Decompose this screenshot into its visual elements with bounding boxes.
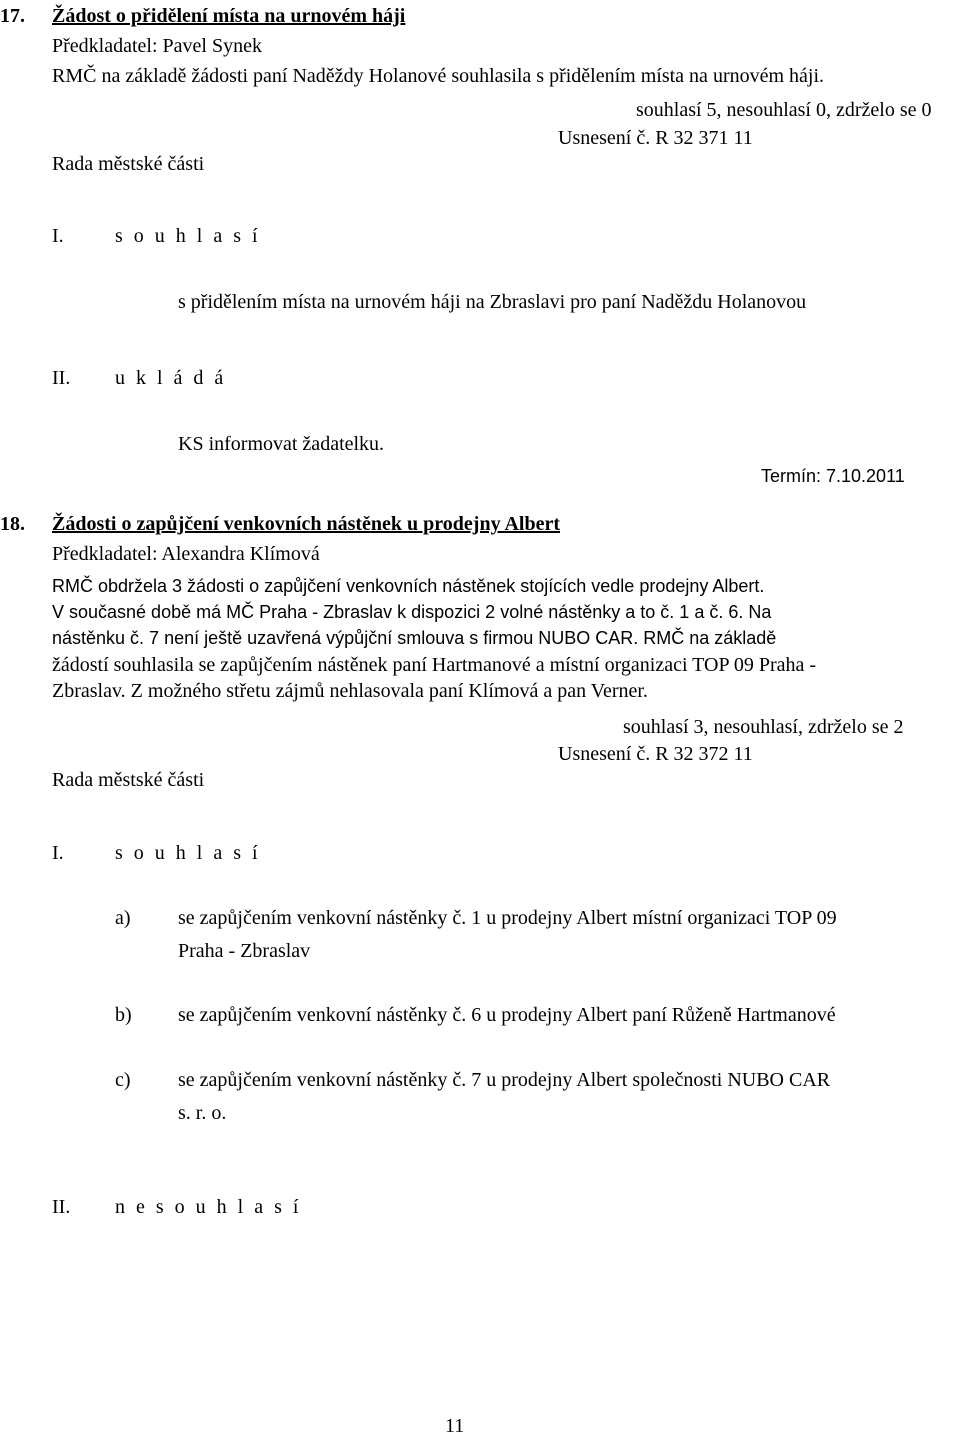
item-17-section-1-text: s přidělením místa na urnovém háji na Zbraslavi pro paní Naděždu Holanovou <box>178 291 807 313</box>
item-17-section-2-numeral: II. <box>52 367 71 389</box>
item-18-submitter: Předkladatel: Alexandra Klímová <box>52 543 320 565</box>
item-18-section-2-verb: n e s o u h l a s í <box>115 1196 302 1218</box>
item-18-description-line: žádostí souhlasila se zapůjčením nástěnek paní Hartmanové a místní organizaci TOP 09 Praha - <box>52 654 817 676</box>
item-17-vote: souhlasí 5, nesouhlasí 0, zdrželo se 0 <box>636 99 932 121</box>
item-18-section-1-verb: s o u h l a s í <box>115 842 261 864</box>
item-18-description-line: Zbraslav. Z možného střetu zájmů nehlasovala paní Klímová a pan Verner. <box>52 680 648 702</box>
item-17-number: 17. <box>0 5 25 27</box>
item-17-submitter: Předkladatel: Pavel Synek <box>52 35 262 57</box>
item-17-section-1-numeral: I. <box>52 225 64 247</box>
item-18-list-text: se zapůjčením venkovní nástěnky č. 7 u prodejny Albert společnosti NUBO CAR <box>178 1069 831 1091</box>
item-17-deadline: Termín: 7.10.2011 <box>761 466 905 486</box>
item-17-section-2-text: KS informovat žadatelku. <box>178 433 385 455</box>
item-17-description: RMČ na základě žádosti paní Naděždy Holanové souhlasila s přidělením místa na urnovém háji. <box>52 65 825 87</box>
item-18-number: 18. <box>0 513 25 535</box>
item-17-title: Žádost o přidělení místa na urnovém háji <box>52 5 406 27</box>
item-18-description-line: nástěnku č. 7 není ještě uzavřená výpůjční smlouva s firmou NUBO CAR. RMČ na základě <box>52 628 777 648</box>
item-18-vote: souhlasí 3, nesouhlasí, zdrželo se 2 <box>623 716 904 738</box>
item-18-list-text: Praha - Zbraslav <box>178 940 311 962</box>
page-number: 11 <box>445 1415 465 1437</box>
item-18-title: Žádosti o zapůjčení venkovních nástěnek u prodejny Albert <box>52 513 561 535</box>
item-18-resolution: Usnesení č. R 32 372 11 <box>558 743 753 765</box>
item-17-section-1-verb: s o u h l a s í <box>115 225 261 247</box>
item-18-list-text: se zapůjčením venkovní nástěnky č. 1 u prodejny Albert místní organizaci TOP 09 <box>178 907 837 929</box>
item-18-list-label: a) <box>115 907 131 929</box>
item-17-resolution: Usnesení č. R 32 371 11 <box>558 127 753 149</box>
item-17-section-2-verb: u k l á d á <box>115 367 227 389</box>
item-18-list-text: s. r. o. <box>178 1102 227 1124</box>
item-17-council: Rada městské části <box>52 153 205 175</box>
item-18-list-text: se zapůjčením venkovní nástěnky č. 6 u prodejny Albert paní Růženě Hartmanové <box>178 1004 836 1026</box>
item-18-section-1-numeral: I. <box>52 842 64 864</box>
item-18-council: Rada městské části <box>52 769 205 791</box>
item-18-list-label: b) <box>115 1004 132 1026</box>
item-18-description-line: V současné době má MČ Praha - Zbraslav k dispozici 2 volné nástěnky a to č. 1 a č. 6. Na <box>52 602 772 622</box>
item-18-description-line: RMČ obdržela 3 žádosti o zapůjčení venkovních nástěnek stojících vedle prodejny Albert. <box>52 576 765 596</box>
item-18-section-2-numeral: II. <box>52 1196 71 1218</box>
item-18-list-label: c) <box>115 1069 131 1091</box>
